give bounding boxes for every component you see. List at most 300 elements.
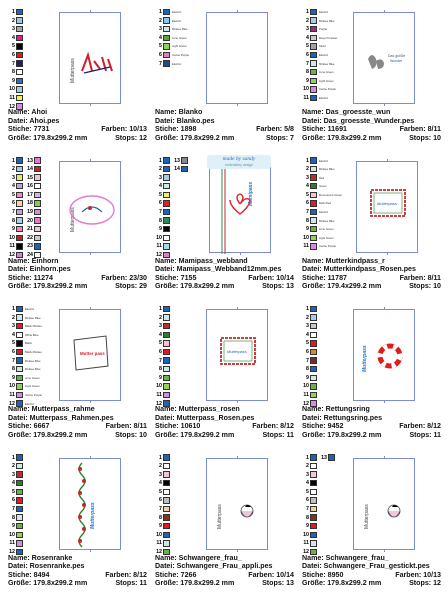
color-number: 4 — [306, 480, 309, 487]
palette-row — [155, 496, 195, 504]
design-card[interactable] — [298, 301, 445, 450]
stitch-row — [155, 274, 294, 283]
color-number: 8 — [306, 69, 309, 76]
design-info — [155, 554, 294, 588]
design-card[interactable] — [151, 301, 298, 450]
color-number: 6 — [12, 497, 15, 504]
color-swatch — [34, 235, 41, 241]
color-number: 11 — [156, 540, 162, 547]
color-name: Black Minttee — [25, 324, 42, 329]
color-swatch — [163, 200, 170, 206]
color-number: 12 — [156, 400, 162, 407]
palette-row — [8, 339, 48, 347]
design-card[interactable] — [298, 450, 445, 599]
palette-row — [8, 382, 48, 390]
palette-row — [8, 51, 48, 59]
design-file: Datei: Mamipass_Webband12mm.pes — [155, 265, 282, 273]
color-number: 3 — [159, 323, 162, 330]
color-number: 11 — [9, 243, 15, 250]
color-number: 10 — [303, 86, 309, 93]
color-number: 7 — [306, 209, 309, 216]
color-swatch — [310, 217, 317, 223]
color-number: 8 — [159, 514, 162, 521]
color-swatch — [163, 174, 170, 180]
color-swatch — [310, 243, 317, 249]
color-number: 9 — [306, 77, 309, 84]
color-number: 11 — [303, 94, 309, 101]
design-artwork — [207, 310, 269, 402]
palette-row — [302, 479, 342, 487]
stitch-row — [302, 125, 441, 134]
color-swatch — [163, 226, 170, 232]
color-number: 5 — [159, 488, 162, 495]
palette-row — [8, 462, 48, 470]
color-swatch — [16, 95, 23, 101]
stitch-count: Stiche: 10610 — [155, 422, 201, 430]
design-name: Name: Mutterkindpass_r — [302, 256, 385, 265]
color-swatch — [16, 200, 23, 206]
color-swatch — [163, 314, 170, 320]
color-swatch — [16, 523, 23, 529]
color-name: Green — [319, 184, 327, 189]
color-swatch — [16, 532, 23, 538]
color-name: Light Green — [319, 235, 334, 240]
palette-row — [8, 208, 48, 216]
palette-row — [302, 305, 342, 313]
color-number: 3 — [12, 323, 15, 330]
color-swatch — [310, 226, 317, 232]
design-file: Datei: Mutterpass_Rahmen.pes — [8, 413, 114, 422]
palette-row — [302, 314, 342, 322]
hoop-preview — [59, 161, 121, 253]
color-swatch — [163, 392, 170, 398]
color-count: Farben: 8/12 — [252, 422, 294, 430]
palette-row — [155, 471, 195, 479]
color-name: Lime Green — [319, 227, 334, 232]
color-name: Lime Green — [319, 70, 334, 75]
palette-row — [302, 339, 342, 347]
design-name: Name: Rosenranke — [8, 553, 73, 562]
color-swatch — [310, 532, 317, 538]
design-artwork — [357, 162, 419, 254]
design-artwork — [207, 459, 269, 551]
color-swatch — [16, 332, 23, 338]
palette-row — [302, 94, 342, 102]
color-name: Minttee Blue — [319, 218, 335, 223]
stitch-count: Stiche: 9452 — [302, 422, 344, 430]
design-card[interactable] — [151, 153, 298, 302]
color-palette — [8, 305, 48, 408]
design-card[interactable] — [298, 153, 445, 302]
palette-row — [155, 157, 195, 165]
palette-row — [302, 34, 342, 42]
palette-row — [302, 331, 342, 339]
palette-row — [302, 174, 342, 182]
color-swatch — [163, 306, 170, 312]
design-size: Größe: 179.8x299.2 mm — [302, 430, 382, 439]
palette-row — [155, 322, 195, 330]
color-name: Deep Prussian — [319, 35, 338, 40]
color-swatch — [16, 9, 23, 15]
palette-row — [8, 25, 48, 33]
color-name: Electric — [319, 52, 329, 57]
palette-row — [8, 242, 48, 250]
color-number: 10 — [303, 234, 309, 241]
palette-row — [8, 305, 48, 313]
color-swatch — [163, 480, 170, 486]
color-number: 9 — [159, 374, 162, 381]
color-number: 4 — [12, 480, 15, 487]
color-number: 1 — [306, 157, 309, 164]
palette-row — [8, 374, 48, 382]
color-swatch — [16, 60, 23, 66]
palette-row — [155, 488, 195, 496]
design-card[interactable] — [4, 301, 151, 450]
palette-row — [8, 471, 48, 479]
design-artwork — [60, 459, 122, 551]
palette-row — [155, 42, 195, 50]
color-name: Electric — [319, 158, 329, 163]
size-row — [155, 282, 294, 291]
color-name: White Blue — [25, 332, 39, 337]
color-swatch — [16, 375, 23, 381]
color-name: Cerise Purple — [319, 87, 336, 92]
palette-row — [8, 165, 48, 173]
palette-row — [8, 17, 48, 25]
color-number: 6 — [306, 497, 309, 504]
palette-row — [155, 374, 195, 382]
color-number: 11 — [156, 391, 162, 398]
color-swatch — [16, 217, 23, 223]
color-swatch — [16, 69, 23, 75]
palette-row — [8, 8, 48, 16]
design-info — [155, 257, 294, 291]
color-number: 11 — [9, 94, 15, 101]
color-swatch — [310, 514, 317, 520]
color-swatch — [16, 340, 23, 346]
design-card[interactable] — [151, 4, 298, 153]
stitch-count: Stiche: 11787 — [302, 273, 347, 282]
color-swatch — [310, 78, 317, 84]
color-number: 13 — [174, 157, 180, 164]
palette-row — [155, 225, 195, 233]
color-swatch — [16, 383, 23, 389]
color-number: 9 — [306, 374, 309, 381]
design-info — [302, 405, 441, 439]
stitch-row — [302, 422, 441, 431]
palette-row — [155, 60, 195, 68]
design-name: Name: Das_groesste_wun — [302, 108, 391, 116]
palette-row — [155, 365, 195, 373]
color-number: 5 — [306, 488, 309, 495]
svg-text:Mutterpass: Mutterpass — [227, 349, 247, 354]
color-swatch — [163, 209, 170, 215]
color-swatch — [163, 332, 170, 338]
design-card[interactable] — [298, 4, 445, 153]
color-swatch — [181, 166, 188, 172]
color-number: 11 — [303, 540, 309, 547]
color-name: Electric — [319, 10, 329, 14]
palette-row — [302, 208, 342, 216]
color-number: 23 — [27, 243, 33, 250]
color-number: 3 — [306, 26, 309, 33]
palette-row — [8, 479, 48, 487]
color-count: Farben: 23/30 — [101, 273, 147, 282]
color-swatch — [163, 506, 170, 512]
palette-row — [302, 242, 342, 250]
hoop-preview — [353, 12, 415, 104]
color-swatch — [310, 192, 317, 198]
palette-row — [155, 51, 195, 59]
color-swatch — [310, 314, 317, 320]
color-name: Purple — [319, 27, 328, 32]
hoop-preview — [59, 309, 121, 401]
color-palette — [155, 454, 195, 557]
palette-row — [155, 522, 195, 530]
color-palette — [302, 157, 342, 252]
palette-row — [8, 191, 48, 199]
color-swatch — [16, 26, 23, 32]
design-text: Mutterpass — [362, 345, 368, 372]
color-number: 14 — [27, 166, 33, 173]
design-file: Datei: Einhorn.pes — [8, 265, 71, 273]
palette-row — [302, 60, 342, 68]
color-swatch — [16, 357, 23, 363]
color-number: 7 — [159, 506, 162, 513]
palette-row — [302, 471, 342, 479]
color-name: Silver — [319, 44, 326, 49]
stop-count: Stops: 10 — [409, 133, 441, 142]
color-name: Light Green — [319, 78, 334, 83]
palette-row — [155, 505, 195, 513]
palette-row — [302, 51, 342, 59]
stitch-row — [8, 422, 147, 431]
design-name: Name: Schwangere_frau_ — [155, 553, 242, 562]
color-swatch — [163, 192, 170, 198]
color-name: Dark Red — [319, 201, 331, 206]
palette-row — [155, 531, 195, 539]
color-swatch — [310, 357, 317, 363]
color-swatch — [310, 463, 317, 469]
hoop-preview — [206, 458, 268, 550]
design-grid — [4, 4, 446, 598]
design-card[interactable] — [4, 450, 151, 599]
palette-row — [8, 454, 48, 462]
palette-row — [155, 479, 195, 487]
color-swatch — [310, 306, 317, 312]
design-info — [8, 405, 147, 439]
color-swatch — [163, 383, 170, 389]
stitch-count: Stiche: 7731 — [8, 125, 50, 133]
color-number: 3 — [159, 26, 162, 33]
color-number: 3 — [12, 26, 15, 33]
palette-row — [8, 77, 48, 85]
color-number: 2 — [159, 463, 162, 470]
design-name: Name: Blanko — [155, 108, 203, 116]
design-artwork — [60, 162, 122, 254]
color-number: 5 — [159, 340, 162, 347]
color-name: Lime Green — [172, 35, 187, 40]
color-number: 1 — [306, 9, 309, 15]
color-swatch — [163, 340, 170, 346]
color-count: Farben: 8/11 — [399, 125, 441, 133]
color-swatch — [310, 69, 317, 75]
stitch-row — [302, 274, 441, 283]
palette-row — [302, 225, 342, 233]
color-swatch — [16, 497, 23, 503]
color-swatch — [34, 243, 41, 249]
color-swatch — [16, 366, 23, 372]
color-swatch — [163, 166, 170, 172]
palette-row — [155, 182, 195, 190]
color-swatch — [16, 480, 23, 486]
color-palette — [302, 454, 342, 557]
color-swatch — [310, 332, 317, 338]
color-number: 5 — [305, 191, 309, 198]
color-number: 8 — [12, 514, 15, 521]
color-number: 4 — [159, 183, 162, 190]
stitch-row — [8, 125, 147, 134]
design-size: Größe: 179.8x299.2 mm — [155, 133, 235, 142]
color-number: 2 — [159, 314, 162, 321]
color-swatch — [34, 174, 41, 180]
color-swatch — [310, 480, 317, 486]
color-number: 9 — [159, 523, 162, 530]
palette-row — [155, 217, 195, 225]
color-swatch — [16, 192, 23, 198]
color-number: 2 — [159, 17, 162, 24]
color-swatch — [310, 35, 317, 41]
design-artwork — [60, 310, 122, 402]
stop-count: Stops: 10 — [115, 430, 147, 439]
banner-subtitle: embroidery design — [225, 162, 253, 167]
color-number: 7 — [12, 209, 15, 216]
palette-row — [302, 488, 342, 496]
color-number: 5 — [306, 43, 309, 50]
palette-row — [155, 165, 195, 173]
design-info — [155, 405, 294, 439]
color-swatch — [163, 323, 170, 329]
hoop-preview — [206, 12, 268, 104]
color-swatch — [310, 43, 317, 49]
palette-row — [8, 531, 48, 539]
design-info — [8, 257, 147, 291]
palette-row — [155, 462, 195, 470]
stop-count: Stops: 10 — [409, 282, 441, 290]
color-swatch — [310, 52, 317, 58]
palette-row — [155, 174, 195, 182]
color-name: Cerise Purple — [172, 52, 189, 57]
design-artwork — [60, 13, 122, 105]
color-number: 14 — [174, 166, 180, 173]
design-info — [155, 108, 294, 142]
color-number: 1 — [12, 9, 15, 15]
color-palette — [8, 157, 48, 260]
palette-row — [8, 42, 48, 50]
palette-row — [302, 157, 342, 165]
color-count: Farben: 5/8 — [256, 125, 294, 133]
color-name: Lime Green — [25, 375, 40, 380]
palette-row — [302, 234, 342, 242]
design-file: Datei: Rettungsring.pes — [302, 413, 383, 422]
color-swatch — [16, 52, 23, 58]
design-artwork — [354, 459, 416, 551]
color-number: 3 — [306, 323, 309, 330]
color-number: 6 — [12, 348, 15, 355]
design-file: Datei: Ahoi.pes — [8, 116, 60, 125]
color-number: 18 — [27, 200, 33, 207]
design-card[interactable] — [151, 450, 298, 599]
color-swatch — [16, 471, 23, 477]
size-row — [302, 282, 441, 291]
color-number: 1 — [12, 454, 15, 461]
color-number: 7 — [12, 357, 15, 364]
stop-count: Stops: 13 — [262, 579, 294, 587]
palette-row — [302, 322, 342, 330]
color-swatch — [163, 217, 170, 223]
color-swatch — [163, 26, 170, 32]
palette-row — [302, 357, 342, 365]
color-number: 5 — [306, 340, 309, 347]
color-number: 12 — [9, 400, 15, 407]
stitch-count: Stiche: 7155 — [155, 273, 197, 282]
design-name: Name: Ahoi — [8, 108, 48, 116]
design-name: Name: Mamipass_webband — [155, 256, 248, 265]
design-file: Datei: Schwangere_Frau_gestickt.pes — [302, 562, 430, 570]
color-number: 12 — [303, 400, 309, 407]
palette-row — [302, 85, 342, 93]
color-palette — [155, 8, 195, 68]
palette-row — [155, 305, 195, 313]
palette-row — [155, 191, 195, 199]
color-name: Cerise Purple — [25, 392, 42, 397]
color-name: Electric — [319, 95, 329, 100]
color-number: 9 — [12, 77, 15, 84]
color-number: 4 — [306, 331, 309, 338]
palette-row — [302, 514, 342, 522]
color-name: Minttee Blue — [25, 367, 41, 372]
design-card[interactable] — [4, 153, 151, 302]
palette-row — [155, 348, 195, 356]
color-count: Farben: 8/12 — [105, 570, 147, 579]
design-artwork — [207, 13, 269, 105]
color-name: Electric — [25, 307, 35, 311]
hoop-preview — [353, 309, 415, 401]
color-name: Red — [319, 175, 325, 180]
color-number: 6 — [12, 200, 15, 207]
design-card[interactable] — [4, 4, 151, 153]
color-swatch — [163, 357, 170, 363]
color-swatch — [310, 497, 317, 503]
color-swatch — [310, 157, 317, 163]
color-swatch — [16, 86, 23, 92]
palette-row — [155, 331, 195, 339]
design-size: Größe: 179.8x299.2 mm — [155, 430, 235, 439]
design-text: Mutterpass — [364, 503, 370, 529]
color-swatch — [163, 235, 170, 241]
palette-row — [155, 8, 195, 16]
color-name: Black — [25, 341, 32, 346]
color-palette — [155, 157, 195, 260]
color-swatch — [16, 166, 23, 172]
size-row — [8, 134, 147, 143]
color-number: 8 — [12, 217, 15, 224]
color-name: Minttee Blue — [319, 167, 335, 172]
color-number: 9 — [306, 226, 309, 233]
color-number: 3 — [12, 174, 15, 181]
color-swatch — [310, 166, 317, 172]
palette-row — [155, 382, 195, 390]
